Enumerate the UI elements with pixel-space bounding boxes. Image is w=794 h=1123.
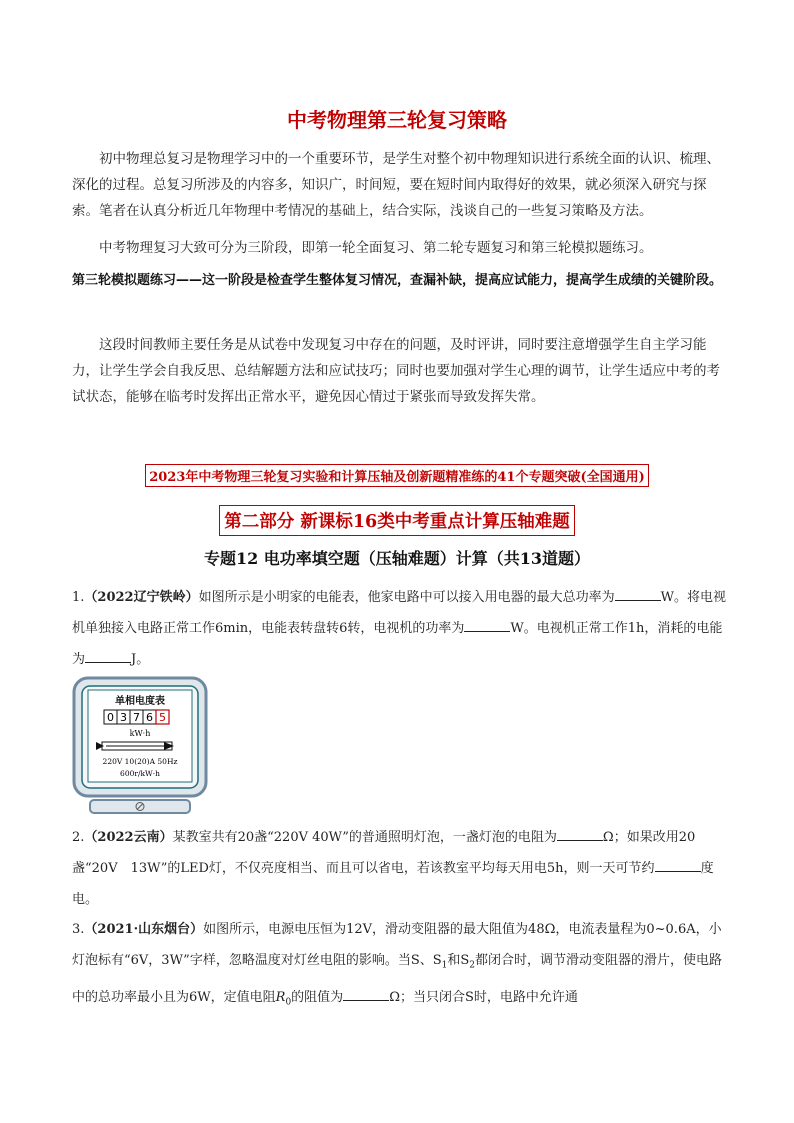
- question-text: J。: [131, 652, 150, 667]
- question-2: [72, 822, 732, 915]
- question-text: Ω；当只闭合S时，电路中允许通: [389, 989, 578, 1005]
- electric-meter-figure: [72, 676, 208, 816]
- topic-heading: 专题12 电功率填空题（压轴难题）计算（共13道题）: [203, 549, 591, 568]
- question-text: 度电。: [72, 861, 714, 907]
- intro-paragraph-3: 第三轮模拟题练习——这一阶段是检查学生整体复习情况，查漏补缺，提高应试能力，提高学生成绩的关键阶段。: [72, 273, 723, 288]
- meter-rotor-arrow-icon: [96, 742, 174, 750]
- question-text: W。电视机正常工作1h，消耗的电能为: [72, 621, 723, 667]
- question-number: 2.: [72, 830, 85, 845]
- meter-digit: 3: [120, 711, 127, 724]
- meter-label: 单相电度表: [115, 696, 165, 707]
- question-text: 都闭合时，调节滑动变阻器的滑片，使电路中的总功率最小且为6W，定值电阻: [72, 953, 723, 1005]
- question-source: （2022云南）: [84, 830, 173, 845]
- resistor-symbol: R: [275, 989, 286, 1005]
- answer-blank[interactable]: [615, 586, 661, 601]
- subscript: 2: [469, 960, 476, 971]
- question-text: 的阻值为: [291, 989, 344, 1005]
- answer-blank[interactable]: [655, 857, 701, 872]
- meter-digit: 5: [159, 711, 166, 724]
- subscript: 1: [441, 960, 448, 971]
- meter-unit: kW·h: [129, 729, 151, 738]
- meter-digit: 6: [146, 711, 153, 724]
- question-1: [72, 582, 732, 675]
- question-source: （2021·山东烟台）: [84, 922, 204, 937]
- question-text: 如图所示，电源电压恒为12V，滑动变阻器的最大阻值为48Ω，电流表量程为0~0.6A，小灯泡标有“6V，3W”字样，忽略温度对灯丝电阻的影响。当S、S: [72, 922, 722, 968]
- question-text: 如图所示是小明家的电能表，他家电路中可以接入用电器的最大总功率为: [198, 590, 615, 605]
- meter-revolutions: 600r/kW·h: [120, 769, 160, 778]
- subscript: 0: [285, 997, 292, 1008]
- answer-blank[interactable]: [557, 826, 603, 841]
- intro-paragraph-2: 中考物理复习大致可分为三阶段，即第一轮全面复习、第二轮专题复习和第三轮模拟题练习。: [99, 240, 653, 256]
- meter-digit: 0: [107, 711, 114, 724]
- series-banner: [0, 464, 794, 487]
- answer-blank[interactable]: [343, 986, 389, 1001]
- series-banner-text: 2023年中考物理三轮复习实验和计算压轴及创新题精准练的41个专题突破(全国通用): [145, 464, 649, 487]
- page-title: 中考物理第三轮复习策略: [287, 108, 507, 132]
- part-banner-text: 第二部分 新课标16类中考重点计算压轴难题: [219, 505, 574, 536]
- question-text: W。将电视机单独接入电路正常工作6min，电能表转盘转6转，电视机的功率为: [72, 590, 726, 636]
- meter-rating: 220V 10(20)A 50Hz: [102, 757, 178, 766]
- question-number: 3.: [72, 922, 85, 937]
- meter-digit-box: [104, 710, 169, 724]
- intro-paragraph-4: 这段时间教师主要任务是从试卷中发现复习中存在的问题，及时评讲，同时要注意增强学生自主学习能力，让学生学会自我反思、总结解题方法和应试技巧；同时也要加强对学生心理的调节，让学生适应中考的考试状态，能够在临考时发挥出正常水平，避免因心情过于紧张而导致发挥失常。: [72, 337, 720, 405]
- question-source: （2022辽宁铁岭）: [84, 590, 199, 605]
- question-text: 某教室共有20盏“220V 40W”的普通照明灯泡，一盏灯泡的电阻为: [172, 830, 557, 845]
- question-text: Ω；如果改用20盏“20V 13W”的LED灯，不仅亮度相当、而且可以省电，若该教室平均每天用电5h，则一天可节约: [72, 830, 696, 876]
- meter-digit: 7: [133, 711, 140, 724]
- question-3: [72, 914, 732, 1018]
- question-text: 和S: [447, 953, 470, 968]
- answer-blank[interactable]: [464, 617, 510, 632]
- part-banner: [0, 505, 794, 536]
- intro-paragraph-1: 初中物理总复习是物理学习中的一个重要环节，是学生对整个初中物理知识进行系统全面的认识、梳理、深化的过程。总复习所涉及的内容多，知识广，时间短，要在短时间内取得好的效果，就必须深入研究与探索。笔者在认真分析近几年物理中考情况的基础上，结合实际，浅谈自己的一些复习策略及方法。: [72, 151, 720, 219]
- answer-blank[interactable]: [85, 648, 131, 663]
- question-number: 1.: [72, 590, 85, 605]
